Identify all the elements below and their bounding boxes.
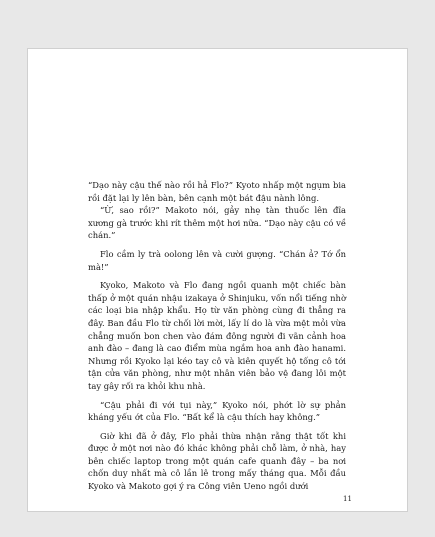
paragraph: “Cậu phải đi với tụi này,” Kyoko nói, phớt lờ sự phản kháng yếu ớt của Flo. “Bất kể là cậu thích hay không.” <box>88 399 346 423</box>
paragraph: Giờ khi đã ở đây, Flo phải thừa nhận rằng thật tốt khi được ở một nơi nào đó khác không phải chỗ làm, ở nhà, hay bên chiếc laptop trong một quán cafe quanh đây – ba nơi chốn duy nhất mà cô lần lê trong mấy tháng qua. Mỗi đầu Kyoko và Makoto gợi ý ra Công viên Ueno ngồi dưới <box>88 430 346 492</box>
paragraph: “Dạo này cậu thế nào rồi hả Flo?” Kyoto nhấp một ngụm bia rồi đặt lại ly lên bàn, bên cạnh một bát đậu nành lông. <box>88 180 346 203</box>
body-text <box>88 179 346 493</box>
book-page <box>27 48 408 512</box>
paragraph: “Ừ, sao rồi?” Makoto nói, gảy nhẹ tàn thuốc lên đĩa xương gà trước khi rít thêm một hơi nữa. “Dạo này cậu có về chán.” <box>88 205 346 241</box>
paragraph: Kyoko, Makoto và Flo đang ngồi quanh một chiếc bàn thấp ở một quán nhậu izakaya ở Shinjuku, vốn nổi tiếng nhờ các loại bia nhập khẩu. Họ từ văn phòng cùng đi thẳng ra đây. Ban đầu Flo từ chối lời mời, lấy lí do là vừa mệt mỏi vừa chẳng muốn bon chen vào đám đông người đi vãn cảnh hoa anh đào – đang là cao điểm mùa ngắm hoa anh đào hanami. Nhưng rồi Kyoko lại kéo tay cô và kiên quyết hộ tống cô tới tận cửa văn phòng, như một nhân viên bảo vệ đang lôi một tay gây rối ra khỏi khu nhà. <box>88 280 346 391</box>
paragraph: Flo cầm ly trà oolong lên và cười gượng. “Chán ả? Tớ ổn mà!” <box>88 248 346 272</box>
page-number: 11 <box>343 495 352 503</box>
